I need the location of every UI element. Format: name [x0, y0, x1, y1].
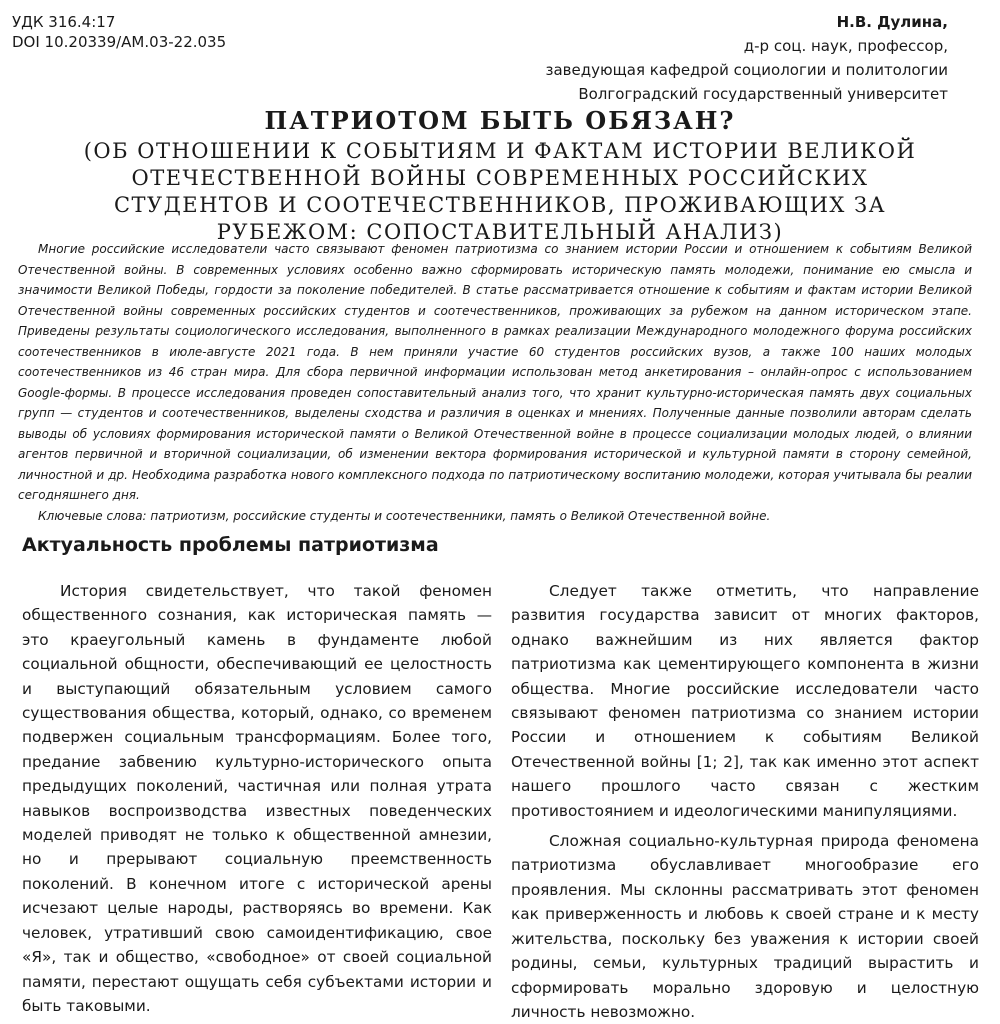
author-degree: д-р соц. наук, профессор,: [743, 37, 948, 55]
section-heading: Актуальность проблемы патриотизма: [22, 534, 439, 556]
abstract: [18, 239, 972, 526]
doi-code: DOI 10.20339/AM.03-22.035: [12, 33, 227, 51]
body-column-left: [22, 579, 492, 1018]
body-column-right: [511, 579, 979, 1024]
udk-code: УДК 316.4:17: [12, 13, 116, 31]
keywords: Ключевые слова: патриотизм, российские студенты и соотечественники, память о Великой Отечественной войне.: [38, 508, 771, 523]
author-block: [546, 10, 948, 106]
article-title-block: [20, 104, 980, 246]
body-paragraph: Сложная социально-культурная природа феномена патриотизма обуславливает многообразие его проявления. Мы склонны рассматривать этот феномен как приверженность и любовь к своей стране и к месту жительства, поскольку без уважения к истории своей родины, семьи, культурных традиций вырастить и сформировать морально здоровую и целостную личность невозможно.: [511, 832, 979, 1021]
article-subtitle: (ОБ ОТНОШЕНИИ К СОБЫТИЯМ И ФАКТАМ ИСТОРИИ ВЕЛИКОЙ ОТЕЧЕСТВЕННОЙ ВОЙНЫ СОВРЕМЕННЫХ РОССИЙСКИХ СТУДЕНТОВ И СООТЕЧЕСТВЕННИКОВ, ПРОЖИВАЮЩИХ ЗА РУБЕЖОМ: СОПОСТАВИТЕЛЬНЫЙ АНАЛИЗ): [83, 139, 917, 244]
udk-doi-block: [12, 12, 226, 52]
body-paragraph: История свидетельствует, что такой феномен общественного сознания, как историческая память — это краеугольный камень в фундаменте любой социальной общности, обеспечивающий ее целостность и выступающий обязательным условием самого существования общества, который, однако, со временем подвержен социальным трансформациям. Более того, предание забвению культурно-исторического опыта предыдущих поколений, частичная или полная утрата навыков воспроизводства известных поведенческих моделей приводят не только к общественной амнезии, но и прерывают социальную преемственность поколений. В конечном итоге с исторической арены исчезают целые народы, растворяясь во времени. Как человек, утративший свою самоидентификацию, свое «Я», так и общество, «свободное» от своей социальной памяти, перестают ощущать себя субъектами истории и быть таковыми.: [22, 582, 492, 1015]
author-university: Волгоградский государственный университет: [578, 85, 948, 103]
author-position: заведующая кафедрой социологии и политологии: [545, 61, 948, 79]
author-name: Н.В. Дулина,: [836, 13, 948, 31]
body-paragraph: Следует также отметить, что направление развития государства зависит от многих факторов, однако важнейшим из них является фактор патриотизма как цементирующего компонента в жизни общества. Многие российские исследователи часто связывают феномен патриотизма со знанием истории России и отношением к событиям Великой Отечественной войны [1; 2], так как именно этот аспект нашего прошлого часто связан с жестким противостоянием и идеологическими манипуляциями.: [511, 582, 979, 820]
article-title: ПАТРИОТОМ БЫТЬ ОБЯЗАН?: [264, 106, 736, 135]
abstract-text: Многие российские исследователи часто связывают феномен патриотизма со знанием истории России и отношением к событиям Великой Отечественной войны. В современных условиях особенно важно сформировать историческую память молодежи, понимание ею смысла и значимости Великой Победы, гордости за поколение победителей. В статье рассматривается отношение к событиям и фактам истории Великой Отечественной войны современных российских студентов и соотечественников, проживающих за рубежом на данном историческом этапе. Приведены результаты социологического исследования, выполненного в рамках реализации Международного молодежного форума российских соотечественников в июле-августе 2021 года. В нем приняли участие 60 студентов российских вузов, а также 100 наших молодых соотечественников из 46 стран мира. Для сбора первичной информации использован метод анкетирования – онлайн-опрос с использованием Google-формы. В процессе исследования проведен сопоставительный анализ того, что хранит культурно-историческая память двух социальных групп — студентов и соотечественников, выделены сходства и различия в оценках и мнениях. Полученные данные позволили авторам сделать выводы об условиях формирования исторической памяти о Великой Отечественной войне в процессе социализации молодых людей, о влиянии агентов первичной и вторичной социализации, об изменении вектора формирования исторической и культурной памяти в сторону семейной, личностной и др. Необходима разработка нового комплексного подхода по патриотическому воспитанию молодежи, которая учитывала бы реалии сегодняшнего дня.: [18, 242, 972, 502]
